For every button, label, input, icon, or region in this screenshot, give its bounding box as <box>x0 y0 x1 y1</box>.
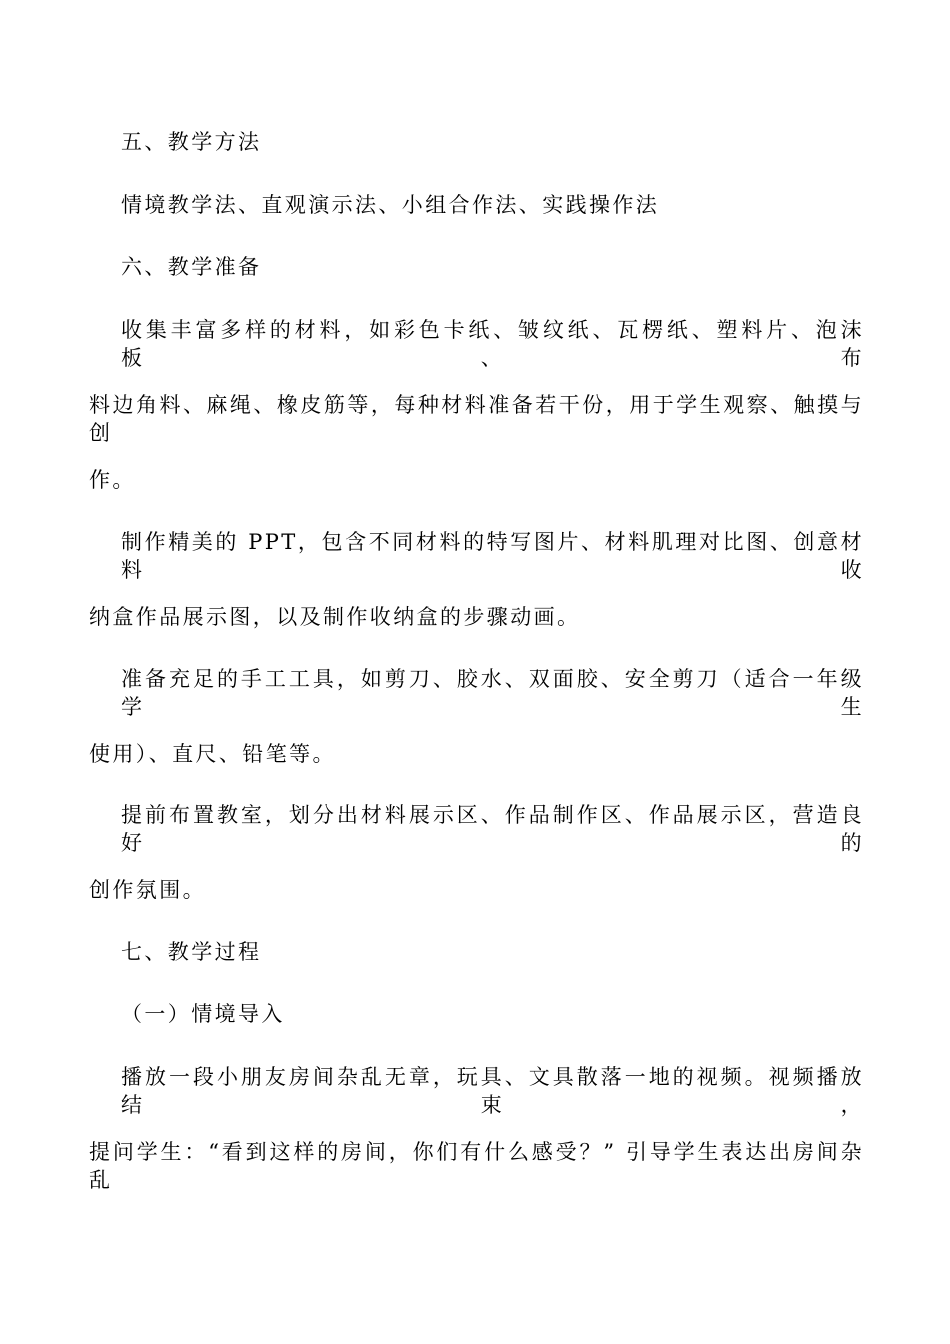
paragraph-classroom-line-1: 提前布置教室，划分出材料展示区、作品制作区、作品展示区，营造良好的 <box>121 803 864 855</box>
paragraph-tools-line-1: 准备充足的手工工具，如剪刀、胶水、双面胶、安全剪刀（适合一年级学生 <box>121 667 864 719</box>
paragraph-classroom-line-2: 创作氛围。 <box>89 878 206 902</box>
paragraph-materials-line-3: 作。 <box>89 468 136 492</box>
paragraph-ppt-line-1: 制作精美的 PPT，包含不同材料的特写图片、材料肌理对比图、创意材料收 <box>121 530 864 582</box>
paragraph-intro-line-2: 提问学生：“看到这样的房间，你们有什么感受？” 引导学生表达出房间杂乱 <box>89 1140 864 1192</box>
section-heading-teaching-preparation: 六、教学准备 <box>121 255 262 279</box>
paragraph-ppt-line-2: 纳盒作品展示图，以及制作收纳盒的步骤动画。 <box>89 605 581 629</box>
subheading-scenario-intro: （一）情境导入 <box>121 1002 285 1026</box>
paragraph-intro-line-1: 播放一段小朋友房间杂乱无章，玩具、文具散落一地的视频。视频播放结束， <box>121 1065 864 1117</box>
paragraph-materials-line-2: 料边角料、麻绳、橡皮筋等，每种材料准备若干份，用于学生观察、触摸与创 <box>89 393 864 445</box>
paragraph-materials-line-1: 收集丰富多样的材料，如彩色卡纸、皱纹纸、瓦楞纸、塑料片、泡沫板、布 <box>121 318 864 370</box>
section-heading-teaching-methods: 五、教学方法 <box>121 130 262 154</box>
teaching-methods-text: 情境教学法、直观演示法、小组合作法、实践操作法 <box>121 193 660 217</box>
paragraph-tools-line-2: 使用）、直尺、铅笔等。 <box>89 742 336 766</box>
section-heading-teaching-process: 七、教学过程 <box>121 940 262 964</box>
